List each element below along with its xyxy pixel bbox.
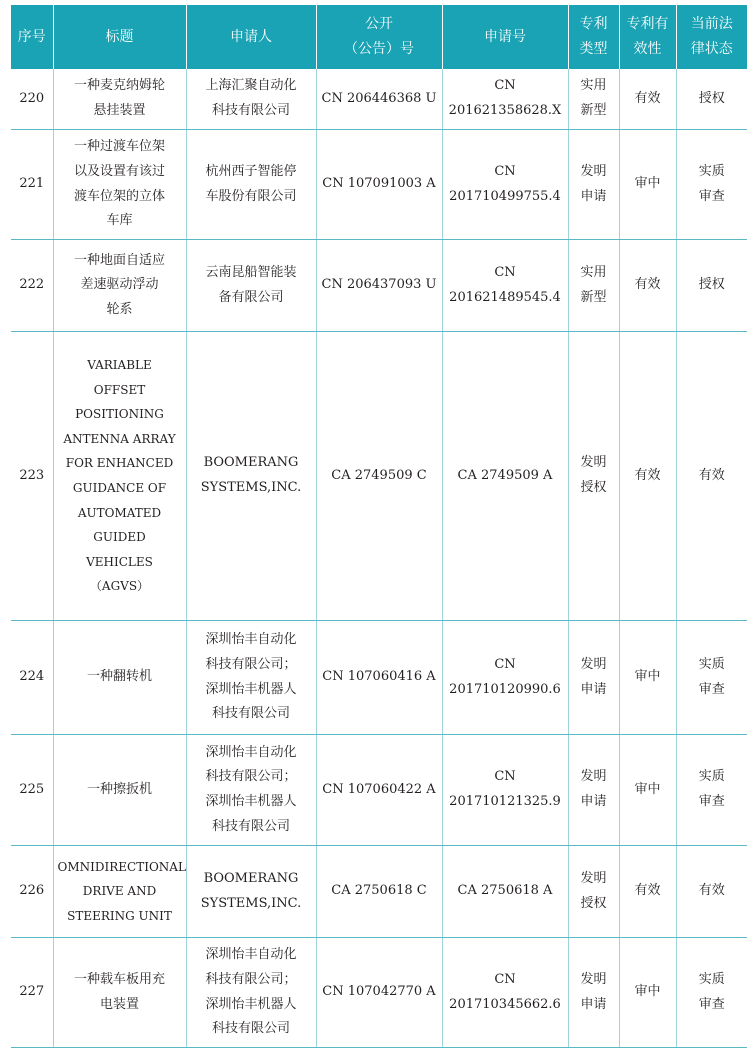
cell-pub-no: CN 206446368 U (316, 69, 442, 130)
cell-app-no: CN 201710120990.6 (442, 621, 568, 735)
cell-validity: 审中 (619, 130, 676, 240)
header-legal-status: 当前法 律状态 (676, 5, 747, 69)
cell-validity: 有效 (619, 332, 676, 621)
header-row (11, 5, 747, 69)
cell-pub-no: CN 107091003 A (316, 130, 442, 240)
cell-validity: 有效 (619, 69, 676, 130)
cell-app-no: CN 201710499755.4 (442, 130, 568, 240)
cell-status: 有效 (676, 846, 747, 938)
cell-app-no: CN 201710121325.9 (442, 735, 568, 846)
patent-table (11, 5, 747, 1048)
table-row (11, 735, 747, 846)
header-validity: 专利有 效性 (619, 5, 676, 69)
cell-seq: 222 (11, 240, 53, 332)
header-patent-type: 专利 类型 (568, 5, 619, 69)
cell-title: 一种翻转机 (53, 621, 186, 735)
cell-title: OMNIDIRECTIONAL DRIVE AND STEERING UNIT (53, 846, 186, 938)
cell-status: 授权 (676, 69, 747, 130)
cell-status: 有效 (676, 332, 747, 621)
cell-app-no: CN 201710345662.6 (442, 938, 568, 1048)
cell-validity: 审中 (619, 938, 676, 1048)
cell-app-no: CA 2750618 A (442, 846, 568, 938)
cell-applicant: 云南昆船智能装 备有限公司 (186, 240, 316, 332)
cell-pub-no: CN 107060422 A (316, 735, 442, 846)
cell-seq: 227 (11, 938, 53, 1048)
cell-status: 实质 审查 (676, 621, 747, 735)
cell-seq: 221 (11, 130, 53, 240)
cell-app-no: CA 2749509 A (442, 332, 568, 621)
cell-validity: 审中 (619, 735, 676, 846)
cell-type: 发明 申请 (568, 130, 619, 240)
header-applicant: 申请人 (186, 5, 316, 69)
cell-applicant: 上海汇聚自动化 科技有限公司 (186, 69, 316, 130)
header-app-no: 申请号 (442, 5, 568, 69)
table-row (11, 240, 747, 332)
table-row (11, 69, 747, 130)
header-title: 标题 (53, 5, 186, 69)
cell-type: 发明 申请 (568, 735, 619, 846)
cell-title: 一种麦克纳姆轮 悬挂装置 (53, 69, 186, 130)
cell-status: 实质 审查 (676, 735, 747, 846)
cell-status: 实质 审查 (676, 938, 747, 1048)
cell-pub-no: CN 107042770 A (316, 938, 442, 1048)
cell-title: VARIABLE OFFSET POSITIONING ANTENNA ARRAY FOR ENHANCED GUIDANCE OF AUTOMATED GUIDED VEHICLES （AGVS） (53, 332, 186, 621)
table-row (11, 938, 747, 1048)
cell-seq: 220 (11, 69, 53, 130)
cell-pub-no: CA 2750618 C (316, 846, 442, 938)
table-row (11, 332, 747, 621)
cell-validity: 有效 (619, 846, 676, 938)
cell-title: 一种载车板用充 电装置 (53, 938, 186, 1048)
cell-pub-no: CN 206437093 U (316, 240, 442, 332)
cell-type: 发明 申请 (568, 621, 619, 735)
cell-status: 实质 审查 (676, 130, 747, 240)
table-row (11, 621, 747, 735)
cell-type: 实用 新型 (568, 240, 619, 332)
cell-applicant: BOOMERANG SYSTEMS,INC. (186, 846, 316, 938)
table-row (11, 130, 747, 240)
cell-type: 发明 申请 (568, 938, 619, 1048)
cell-pub-no: CA 2749509 C (316, 332, 442, 621)
cell-title: 一种擦扳机 (53, 735, 186, 846)
cell-seq: 226 (11, 846, 53, 938)
header-seq: 序号 (11, 5, 53, 69)
cell-validity: 有效 (619, 240, 676, 332)
cell-status: 授权 (676, 240, 747, 332)
cell-pub-no: CN 107060416 A (316, 621, 442, 735)
cell-seq: 223 (11, 332, 53, 621)
cell-app-no: CN 201621358628.X (442, 69, 568, 130)
cell-applicant: 深圳怡丰自动化 科技有限公司； 深圳怡丰机器人 科技有限公司 (186, 621, 316, 735)
cell-applicant: 深圳怡丰自动化 科技有限公司； 深圳怡丰机器人 科技有限公司 (186, 735, 316, 846)
cell-type: 发明 授权 (568, 846, 619, 938)
cell-seq: 224 (11, 621, 53, 735)
table-row (11, 846, 747, 938)
cell-app-no: CN 201621489545.4 (442, 240, 568, 332)
cell-seq: 225 (11, 735, 53, 846)
header-pub-no: 公开 （公告）号 (316, 5, 442, 69)
cell-title: 一种过渡车位架 以及设置有该过 渡车位架的立体 车库 (53, 130, 186, 240)
cell-applicant: 杭州西子智能停 车股份有限公司 (186, 130, 316, 240)
cell-applicant: BOOMERANG SYSTEMS,INC. (186, 332, 316, 621)
cell-applicant: 深圳怡丰自动化 科技有限公司； 深圳怡丰机器人 科技有限公司 (186, 938, 316, 1048)
cell-validity: 审中 (619, 621, 676, 735)
cell-type: 实用 新型 (568, 69, 619, 130)
cell-title: 一种地面自适应 差速驱动浮动 轮系 (53, 240, 186, 332)
cell-type: 发明 授权 (568, 332, 619, 621)
